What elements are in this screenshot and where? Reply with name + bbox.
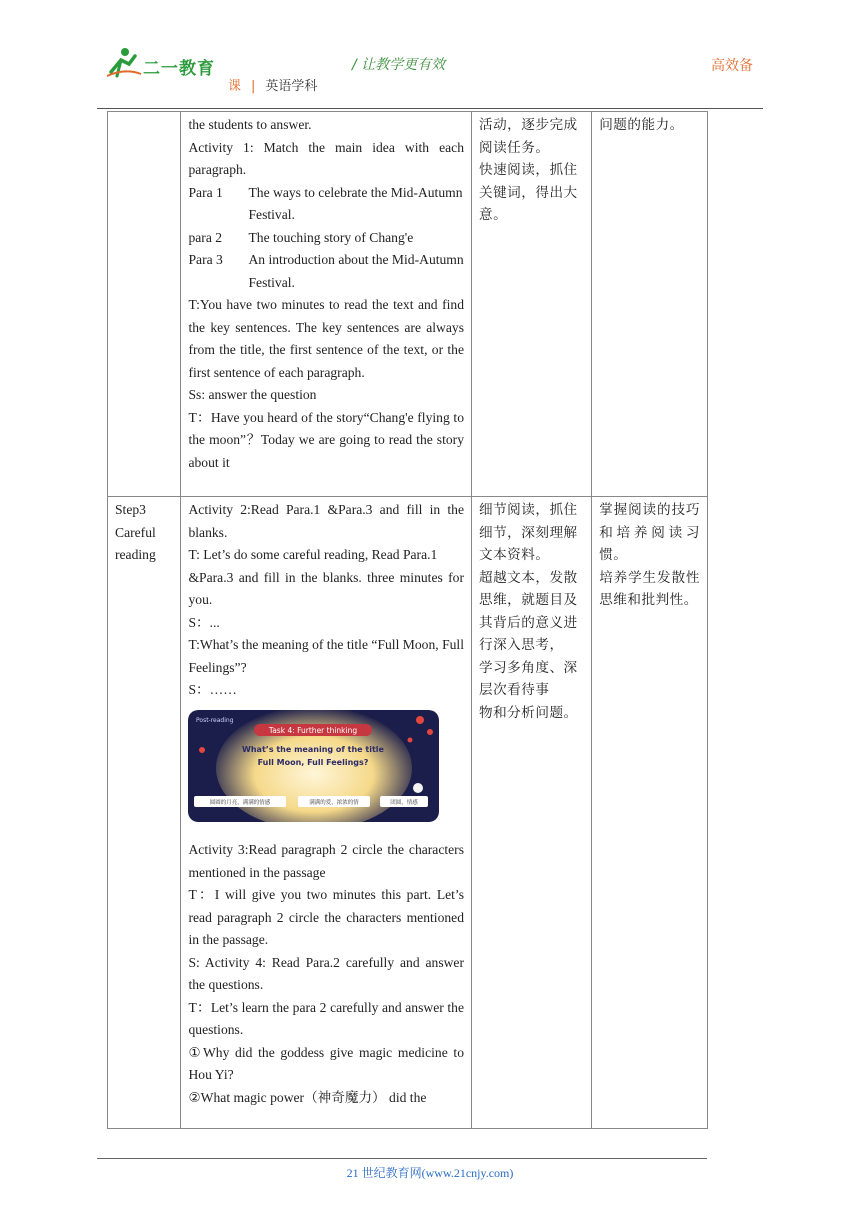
activity-line: T:What’s the meaning of the title “Full Moon, Full Feelings”? (188, 637, 464, 675)
header-rule (97, 108, 763, 109)
subline-key: 课 (228, 79, 242, 94)
lesson-plan-table (107, 111, 708, 1129)
page-footer: 21 世纪教育网(www.21cnjy.com) (346, 1166, 514, 1180)
activity-line: Ss: answer the question (188, 387, 317, 402)
para-match-row (188, 227, 464, 250)
purpose-line: 物和分析问题。 (479, 704, 578, 721)
activity-line: T: Let’s do some careful reading, Read Para.1 (188, 547, 438, 562)
activity-line: S: Activity 4: Read Para.2 carefully and answer the questions. (188, 954, 464, 992)
para-text: The ways to celebrate the Mid-Autumn Festival. (248, 184, 463, 222)
table-row (108, 112, 708, 497)
step-cell (108, 112, 181, 497)
slide-question-2: Full Moon, Full Feelings? (258, 757, 369, 767)
activity-line: Activity 3:Read paragraph 2 circle the characters mentioned in the passage (188, 842, 464, 880)
goal-line: 培养学生发散性思维和批判性。 (599, 569, 700, 608)
activity-line: S：…… (188, 682, 237, 697)
activity-cell (181, 497, 472, 1129)
answer-chip-text: 团圆，情感 (390, 799, 419, 806)
goal-cell (592, 497, 708, 1129)
para-text: An introduction about the Mid-Autumn Festival. (248, 252, 464, 290)
purpose-line: 学习多角度、深层次看待事 (479, 659, 578, 698)
activity-line: ②What magic power（神奇魔力） did the (188, 1089, 427, 1105)
para-match-row (188, 249, 464, 294)
answer-chip-text: 满满的爱，浓浓的情 (309, 799, 360, 806)
purpose-cell: 活动，逐步完成阅读任务。 快速阅读，抓住关键词，得出大意。 (472, 112, 592, 497)
activity-cell (181, 112, 472, 497)
step-label: reading (115, 547, 156, 562)
para-label: para 2 (188, 229, 223, 245)
page-header (0, 0, 860, 112)
para-label: Para 1 (188, 184, 223, 200)
purpose-line: 超越文本，发散思维，就题目及其背后的意义进行深入思考， (479, 569, 578, 653)
para-text: The touching story of Chang'e (248, 229, 414, 245)
slide-image (188, 710, 439, 822)
goal-cell: 问题的能力。 (592, 112, 708, 497)
header-brand-right: 高效备 (711, 58, 753, 74)
header-subline (228, 75, 317, 94)
lantern-icon (416, 716, 424, 724)
goal-line: 掌握阅读的技巧和培养阅读习惯。 (599, 502, 700, 563)
para-label: Para 3 (188, 252, 223, 267)
step-label: Careful (115, 524, 156, 540)
footer-rule (97, 1158, 707, 1159)
lantern-icon (408, 737, 413, 742)
subline-subject: 英语学科 (265, 79, 318, 94)
slide-tag: Post-reading (196, 716, 234, 724)
activity-line: the students to answer. (188, 117, 312, 132)
activity-line: T：I will give you two minutes this part. Let’s read paragraph 2 circle the characters mentioned in the passage. (188, 887, 464, 947)
step-cell (108, 497, 181, 1129)
purpose-cell (472, 497, 592, 1129)
activity-line: S：... (188, 614, 220, 630)
answer-chip-text: 圆圆的月亮，满满的情感 (210, 799, 271, 806)
activity-line: &Para.3 and fill in the blanks. three minutes for you. (188, 569, 464, 607)
purpose-line: 细节阅读，抓住细节，深刻理解文本资料。 (479, 502, 578, 563)
activity-line: Activity 1: Match the main idea with each paragraph. (188, 139, 464, 177)
activity-line: T:You have two minutes to read the text and find the key sentences. The key sentences are always from the title, the first sentence of the text, or the first sentence of each paragraph. (188, 297, 464, 380)
activity-line: ①Why did the goddess give magic medicine to Hou Yi? (188, 1044, 464, 1082)
lantern-icon (427, 729, 433, 735)
slide-task: Task 4: Further thinking (269, 725, 358, 735)
slide-question-1: What’s the meaning of the title (242, 744, 385, 754)
lantern-icon (199, 747, 205, 753)
step-label: Step3 (115, 502, 146, 517)
header-slogan: / 让教学更有效 (352, 57, 446, 73)
subline-separator: | (251, 79, 256, 94)
para-match-row (188, 182, 464, 227)
activity-line: T：Let’s learn the para 2 carefully and answer the questions. (188, 999, 464, 1037)
activity-line: Activity 2:Read Para.1 &Para.3 and fill in the blanks. (188, 502, 464, 540)
rabbit-icon (413, 783, 423, 793)
table-row (108, 497, 708, 1129)
activity-line: T：Have you heard of the story“Chang'e flying to the moon”？Today we are going to read the story about it (188, 409, 464, 470)
logo-text: 二一教育 (143, 59, 215, 79)
